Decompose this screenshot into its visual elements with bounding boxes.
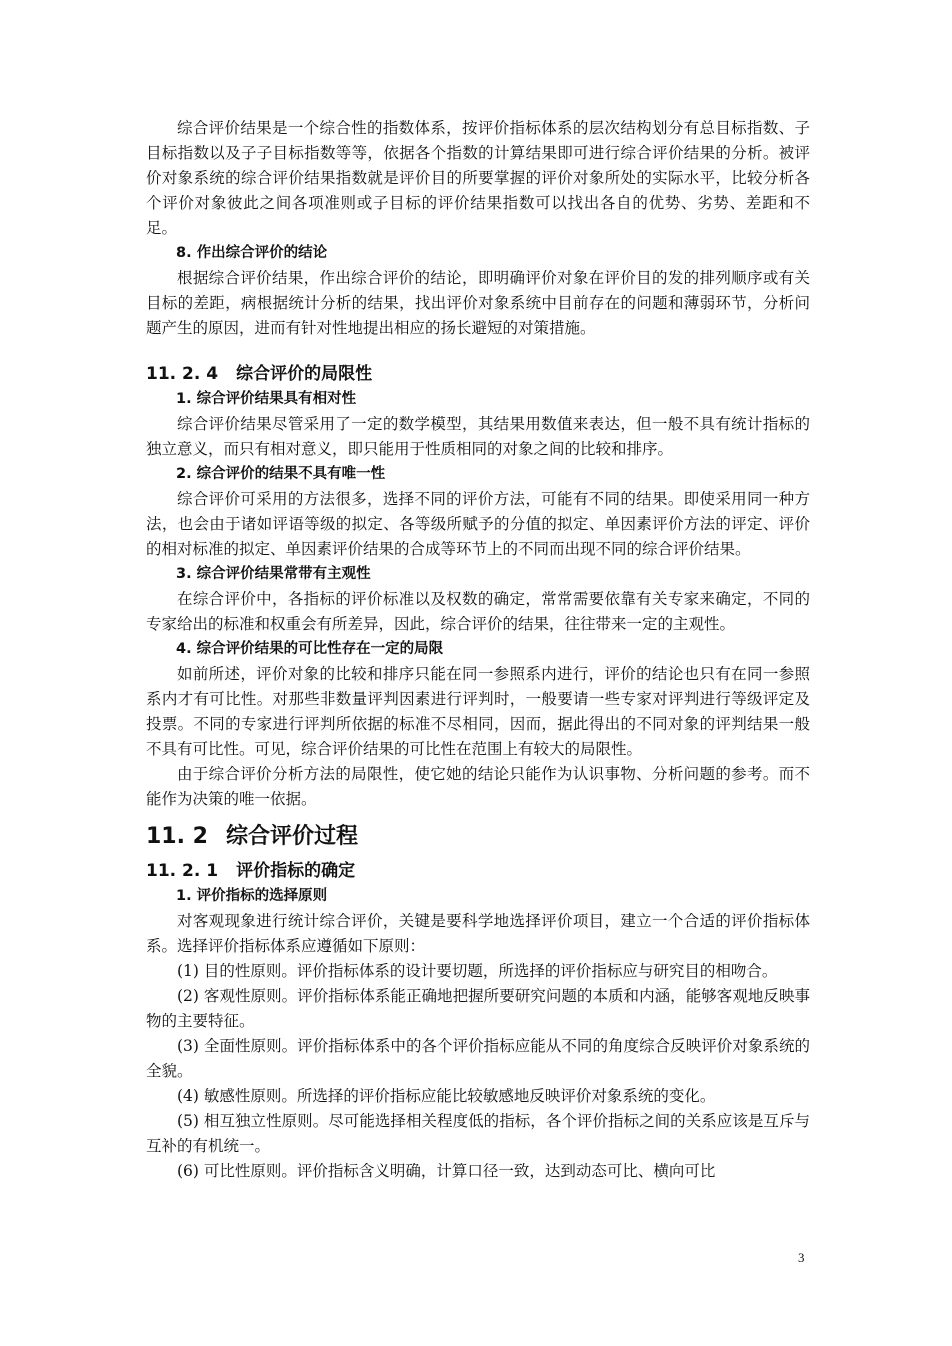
paragraph-conclusion: 根据综合评价结果，作出综合评价的结论，即明确评价对象在评价目的发的排列顺序或有关目标的差距，病根据统计分析的结果，找出评价对象系统中目前存在的问题和薄弱环节，分析问题产生的原因，进而有针对性地提出相应的扬长避短的对策措施。 xyxy=(146,269,810,337)
section-heading-11-2-1 xyxy=(146,858,810,884)
section-number: 11. 2. 1 xyxy=(146,861,219,881)
principle-item: (1) 目的性原则。评价指标体系的设计要切题，所选择的评价指标应与研究目的相吻合。 xyxy=(177,962,778,980)
section-title: 评价指标的确定 xyxy=(236,861,356,881)
principle-item: (5) 相互独立性原则。尽可能选择相关程度低的指标，各个评价指标之间的关系应该是互斥与互补的有机统一。 xyxy=(146,1112,810,1155)
paragraph-closing: 由于综合评价分析方法的局限性，使它她的结论只能作为认识事物、分析问题的参考。而不能作为决策的唯一依据。 xyxy=(146,765,810,808)
paragraph-subjectivity: 在综合评价中，各指标的评价标准以及权数的确定，常常需要依靠有关专家来确定，不同的专家给出的标准和权重会有所差异，因此，综合评价的结果，往往带来一定的主观性。 xyxy=(146,590,810,633)
paragraph-selection-intro: 对客观现象进行统计综合评价，关键是要科学地选择评价项目，建立一个合适的评价指标体系。选择评价指标体系应遵循如下原则： xyxy=(146,912,810,955)
paragraph-evaluation-result: 综合评价结果是一个综合性的指数体系，按评价指标体系的层次结构划分有总目标指数、子目标指数以及子子目标指数等等，依据各个指数的计算结果即可进行综合评价结果的分析。被评价对象系统的综合评价结果指数就是评价目的所要掌握的评价对象所处的实际水平，比较分析各个评价对象彼此之间各项准则或子目标的评价结果指数可以找出各自的优势、劣势、差距和不足。 xyxy=(146,119,810,237)
subheading-relativity: 1. 综合评价结果具有相对性 xyxy=(176,391,357,407)
principle-item: (2) 客观性原则。评价指标体系能正确地把握所要研究问题的本质和内涵，能够客观地反映事物的主要特征。 xyxy=(146,987,810,1030)
subheading-conclusion: 8. 作出综合评价的结论 xyxy=(176,245,328,261)
subheading-subjectivity: 3. 综合评价结果常带有主观性 xyxy=(176,566,371,582)
subheading-non-uniqueness: 2. 综合评价的结果不具有唯一性 xyxy=(176,466,386,482)
page-content xyxy=(146,116,810,1184)
chapter-number: 11. 2 xyxy=(146,824,208,849)
section-number: 11. 2. 4 xyxy=(146,364,219,384)
subheading-selection-principles: 1. 评价指标的选择原则 xyxy=(176,888,328,904)
paragraph-comparability: 如前所述，评价对象的比较和排序只能在同一参照系内进行，评价的结论也只有在同一参照系内才有可比性。对那些非数量评判因素进行评判时，一般要请一些专家对评判进行等级评定及投票。不同的专家进行评判所依据的标准不尽相同，因而，据此得出的不同对象的评判结果一般不具有可比性。可见，综合评价结果的可比性在范围上有较大的局限性。 xyxy=(146,665,810,758)
chapter-heading-11-2 xyxy=(146,820,810,854)
section-title: 综合评价的局限性 xyxy=(236,364,373,384)
principle-item: (3) 全面性原则。评价指标体系中的各个评价指标应能从不同的角度综合反映评价对象系统的全貌。 xyxy=(146,1037,810,1080)
page-number: 3 xyxy=(798,1250,805,1265)
chapter-title: 综合评价过程 xyxy=(225,824,358,849)
principle-item: (6) 可比性原则。评价指标含义明确，计算口径一致，达到动态可比、横向可比 xyxy=(177,1162,716,1180)
subheading-comparability: 4. 综合评价结果的可比性存在一定的局限 xyxy=(176,641,444,657)
section-heading-11-2-4 xyxy=(146,361,810,387)
paragraph-relativity: 综合评价结果尽管采用了一定的数学模型，其结果用数值来表达，但一般不具有统计指标的独立意义，而只有相对意义，即只能用于性质相同的对象之间的比较和排序。 xyxy=(146,415,810,458)
paragraph-non-uniqueness: 综合评价可采用的方法很多，选择不同的评价方法，可能有不同的结果。即使采用同一种方法，也会由于诸如评语等级的拟定、各等级所赋予的分值的拟定、单因素评价方法的评定、评价的相对标准的拟定、单因素评价结果的合成等环节上的不同而出现不同的综合评价结果。 xyxy=(146,490,810,558)
principle-item: (4) 敏感性原则。所选择的评价指标应能比较敏感地反映评价对象系统的变化。 xyxy=(177,1087,716,1105)
